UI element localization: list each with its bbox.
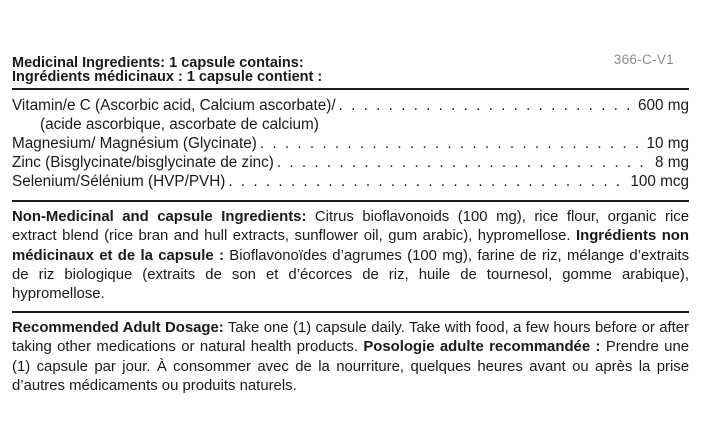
ingredient-subtext: (acide ascorbique, ascorbate de calcium) (40, 116, 319, 133)
ingredients-list (12, 96, 689, 191)
ingredient-name: Selenium/Sélénium (HVP/PVH) (12, 173, 226, 190)
ingredient-amount: 600 mg (637, 97, 689, 114)
dot-leader (228, 172, 626, 191)
non-medicinal-title-en: Non-Medicinal and capsule Ingredients: (12, 209, 307, 225)
divider-middle (12, 200, 689, 202)
dot-leader (260, 134, 643, 153)
product-code: 366-C-V1 (613, 52, 674, 67)
divider-top (12, 88, 689, 90)
ingredient-row (12, 153, 689, 172)
non-medicinal-title-fr: Ingrédients non médicinaux et de la capsule : (12, 228, 689, 264)
ingredient-amount: 8 mg (654, 154, 689, 171)
ingredient-amount: 10 mg (646, 135, 689, 152)
ingredient-row (12, 172, 689, 191)
ingredient-row (12, 96, 689, 115)
non-medicinal-text-en: Citrus bioflavonoids (100 mg), rice flour, organic rice extract blend (rice bran and hull extracts, sunflower oil, gum arabic), hypromellose. (12, 209, 689, 245)
dosage-title-fr: Posologie adulte recommandée : (363, 339, 601, 356)
ingredient-name: Magnesium/ Magnésium (Glycinate) (12, 135, 257, 152)
non-medicinal-ingredients (12, 208, 689, 304)
ingredient-name: Vitamin/e C (Ascorbic acid, Calcium ascorbate)/ (12, 97, 336, 114)
ingredient-amount: 100 mcg (630, 173, 689, 190)
non-medicinal-text-fr: Bioflavonoïdes d’agrumes (100 mg), farine de riz, mélange d’extraits de riz biologique (extraits de son et d’écorces de riz, huile de tournesol, gomme arabique), hypromellose. (12, 247, 690, 303)
dot-leader (339, 96, 634, 115)
divider-bottom (12, 311, 689, 313)
recommended-dosage (12, 319, 689, 396)
dosage-text-fr: Prendre une (1) capsule par jour. À consommer avec de la nourriture, quelques heures avant ou après la prise d’autres médicaments ou produits naturels. (12, 339, 690, 394)
dot-leader (277, 153, 651, 172)
ingredient-row (12, 134, 689, 153)
ingredient-name: Zinc (Bisglycinate/bisglycinate de zinc) (12, 154, 274, 171)
heading-french: Ingrédients médicinaux : 1 capsule contient : (12, 69, 323, 85)
dosage-title-en: Recommended Adult Dosage: (12, 320, 224, 336)
dosage-text-en: Take one (1) capsule daily. Take with food, a few hours before or after taking other medications or natural health products. (12, 320, 689, 356)
heading-english: Medicinal Ingredients: 1 capsule contains: (12, 55, 304, 71)
medicinal-ingredients-heading (12, 56, 322, 84)
